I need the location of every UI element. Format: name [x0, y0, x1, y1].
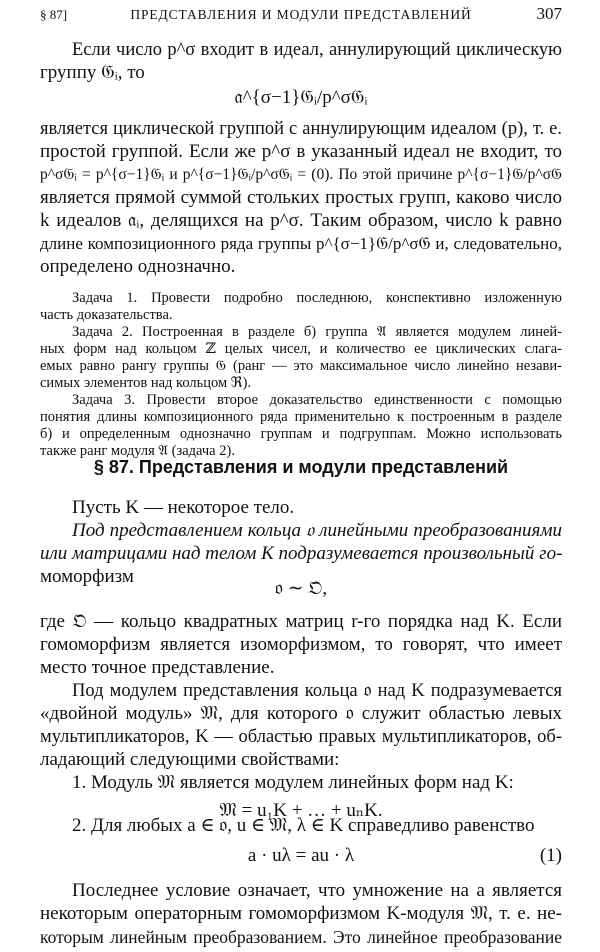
page-number: 307 — [536, 4, 562, 23]
task-line: часть доказательства. — [40, 307, 173, 323]
section-heading: § 87. Представления и модули представлений — [93, 457, 509, 477]
list-item: 2. Для любых a ∈ 𝔬, u ∈ 𝔐, λ ∈ K справедливо равенство — [72, 815, 535, 836]
header-running-title: ПРЕДСТАВЛЕНИЯ И МОДУЛИ ПРЕДСТАВЛЕНИЙ — [130, 7, 472, 22]
body-line: k идеалов 𝔞ᵢ, делящихся на p^σ. Таким образом, число k равно — [40, 210, 562, 231]
task-line: Задача 2. Построенная в разделе б) группа 𝔄 является модулем линей- — [72, 324, 562, 340]
body-line: является прямой суммой стольких простых групп, каково число — [40, 187, 562, 208]
body-line: Под модулем представления кольца 𝔬 над K подразумевается — [72, 681, 562, 701]
body-line: простой группой. Если же p^σ в указанный идеал не входит, то — [40, 141, 562, 162]
body-line: p^σ𝔊ᵢ = p^{σ−1}𝔊ᵢ и p^{σ−1}𝔊ᵢ/p^σ𝔊ᵢ = (0). По этой причине p^{σ−1}𝔊/p^σ𝔊 — [40, 166, 562, 183]
body-line: определено однозначно. — [40, 256, 236, 277]
body-line: длине композиционного ряда группы p^{σ−1}𝔊/p^σ𝔊 и, следовательно, — [40, 234, 562, 253]
task-line: Задача 1. Провести подробно последнюю, конспективно изложенную — [72, 290, 562, 306]
task-line: симых элементов над кольцом ℜ). — [40, 375, 252, 391]
header-section-mark: § 87] — [40, 7, 68, 22]
body-line: моморфизм — [40, 566, 134, 587]
display-formula: 𝔐 = u₁K + … + uₙK. — [219, 800, 383, 821]
running-header — [40, 4, 562, 26]
body-line: некоторым операторным гомоморфизмом K-модуля 𝔐, т. е. не- — [40, 903, 562, 924]
task-line: б) и определенным однозначно группам и подгруппам. Можно использовать — [40, 426, 562, 442]
body-line: гомоморфизм является изоморфизмом, то говорят, что имеет — [40, 634, 562, 655]
equation-number: (1) — [539, 845, 562, 866]
body-line: Если число p^σ входит в идеал, аннулирующий циклическую — [72, 40, 562, 60]
body-line: которым линейным преобразованием. Это линейное преобразование — [40, 927, 562, 947]
body-line: место точное представление. — [40, 657, 275, 678]
equation: a · uλ = au · λ — [247, 845, 355, 866]
list-item: 1. Модуль 𝔐 является модулем линейных форм над K: — [72, 772, 514, 793]
display-formula: 𝔬 ∼ 𝔒, — [274, 578, 328, 599]
body-line: где 𝔒 — кольцо квадратных матриц r-го порядка над K. Если — [40, 611, 562, 632]
display-formula — [40, 844, 562, 868]
body-line: Последнее условие означает, что умножение на a является — [72, 880, 562, 901]
task-line: понятия длины композиционного ряда применительно к построенным в разделе — [40, 409, 562, 425]
body-line: ладающий следующими свойствами: — [40, 749, 340, 770]
body-line: «двойной модуль» 𝔐, для которого 𝔬 служит областью левых — [40, 703, 562, 724]
body-line: Под представлением кольца 𝔬 линейными преобразованиями — [72, 520, 562, 541]
body-line: мультипликаторов, K — областью правых мультипликаторов, об- — [40, 727, 562, 747]
body-line: или матрицами над телом K подразумевается произвольный го- — [40, 543, 563, 564]
body-line: является циклической группой с аннулирующим идеалом (p), т. е. — [40, 119, 562, 139]
body-line: Пусть K — некоторое тело. — [72, 497, 295, 518]
task-line: Задача 3. Провести второе доказательство единственности с помощью — [72, 392, 562, 408]
task-line: ных форм над кольцом ℤ целых чисел, и количество ее циклических слага- — [40, 341, 562, 357]
task-line: также ранг модуля 𝔄 (задача 2). — [40, 443, 235, 459]
task-line: емых равно рангу группы 𝔊 (ранг — это максимальное число линейно незави- — [40, 358, 562, 374]
display-formula: 𝔞^{σ−1}𝔊ᵢ/p^σ𝔊ᵢ — [234, 87, 368, 108]
body-line: группу 𝔊ᵢ, то — [40, 62, 145, 83]
